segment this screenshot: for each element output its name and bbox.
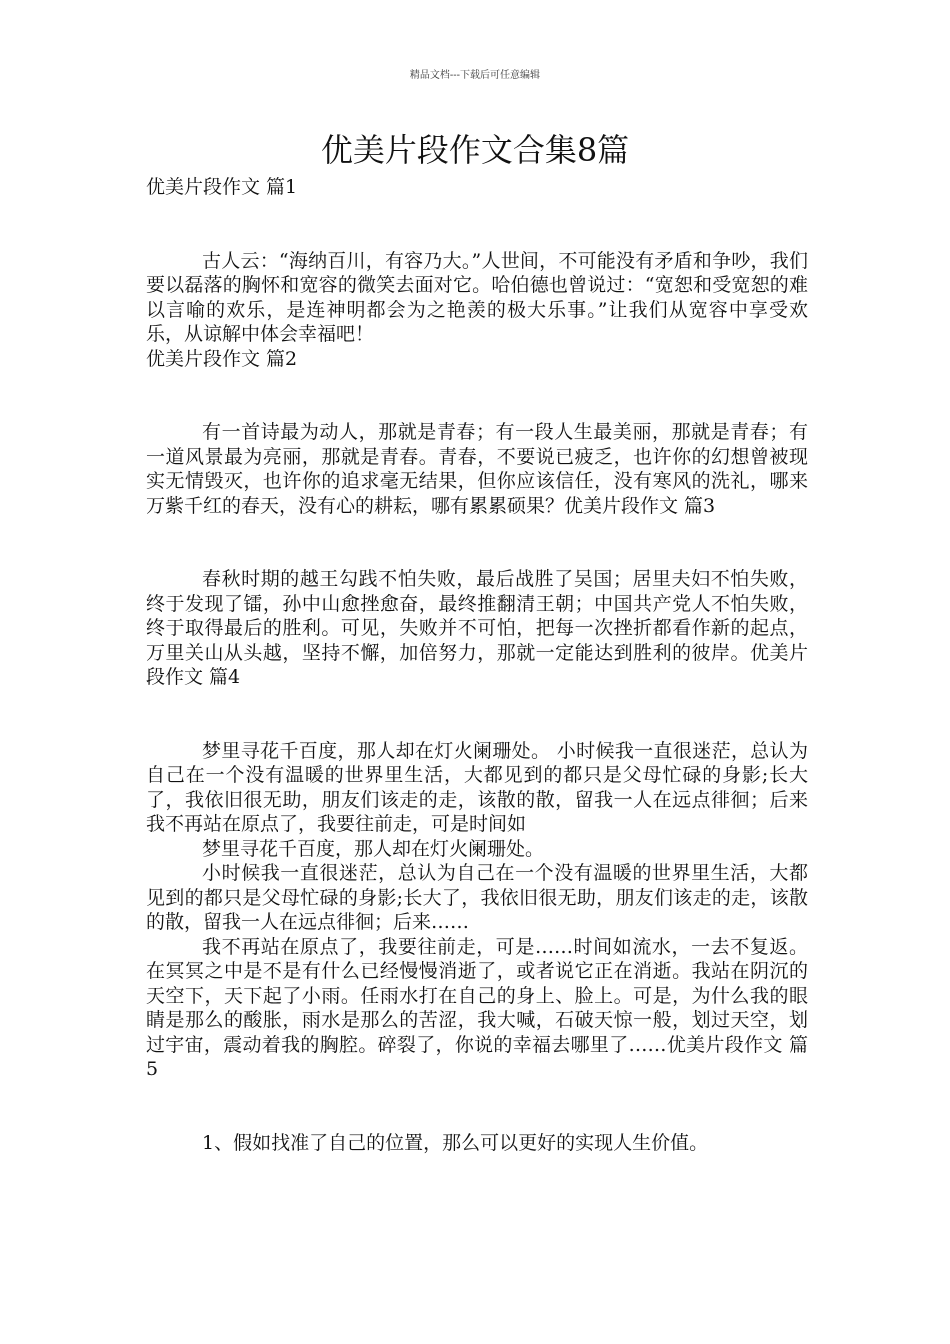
paragraph-3 — [146, 567, 808, 690]
document-body — [146, 175, 808, 1155]
section-heading-4: 优美片段作文 篇4 — [146, 641, 808, 688]
paragraph-1-text: 古人云：“海纳百川，有容乃大。”人世间，不可能没有矛盾和争吵，我们要以磊落的胸怀和宽容的微笑去面对它。哈伯德也曾说过：“宽恕和受宽恕的难以言喻的欢乐，是连神明都会为之艳羡的极大乐事。”让我们从宽容中享受欢乐，从谅解中体会幸福吧！ — [146, 249, 808, 345]
paragraph-4a: 梦里寻花千百度，那人却在灯火阑珊处。 小时候我一直很迷茫，总认为自己在一个没有温暖的世界里生活，大都见到的都只是父母忙碌的身影;长大了，我依旧很无助，朋友们该走的走，该散的散，留我一人在远点徘徊；后来 我不再站在原点了，我要往前走，可是时间如 — [146, 739, 808, 835]
paragraph-4b: 梦里寻花千百度，那人却在灯火阑珊处。 — [202, 837, 545, 860]
section-heading-3: 优美片段作文 篇3 — [564, 494, 716, 517]
paragraph-3-text: 春秋时期的越王勾践不怕失败，最后战胜了吴国；居里夫妇不怕失败，终于发现了镭，孙中山愈挫愈奋，最终推翻清王朝；中国共产党人不怕失败，终于取得最后的胜利。可见，失败并不可怕，把每一次挫折都看作新的起点，万里关山从头越，坚持不懈，加倍努力，那就一定能达到胜利的彼岸。 — [146, 568, 808, 664]
spacer — [146, 1082, 808, 1131]
paragraph-4d-text: 我不再站在原点了，我要往前走，可是……时间如流水，一去不复返。在冥冥之中是不是有什么已经慢慢消逝了，或者说它正在消逝。我站在阴沉的天空下，天下起了小雨。任雨水打在自己的身上、脸上。可是，为什么我的眼睛是那么的酸胀，雨水是那么的苦涩，我大喊，石破天惊一般，划过天空，划过宇宙，震动着我的胸腔。碎裂了，你说的幸福去哪里了…… — [146, 935, 808, 1056]
section-heading-1: 优美片段作文 篇1 — [146, 176, 298, 198]
spacer — [146, 518, 808, 567]
section-heading-2: 优美片段作文 篇2 — [146, 347, 298, 370]
paragraph-4d — [146, 935, 808, 1082]
paragraph-4c: 小时候我一直很迷茫，总认为自己在一个没有温暖的世界里生活，大都见到的都只是父母忙碌的身影;长大了，我依旧很无助，朋友们该走的走，该散的散，留我一人在远点徘徊；后来…… — [146, 862, 808, 933]
page-title: 优美片段作文合集8篇 — [320, 131, 630, 169]
paragraph-2-text: 有一首诗最为动人，那就是青春；有一段人生最美丽，那就是青春；有一道风景最为亮丽，那就是青春。青春，不要说已疲乏，也许你的幻想曾被现实无情毁灭，也许你的追求毫无结果，但你应该信任，没有寒风的洗礼，哪来万紫千红的春天，没有心的耕耘，哪有累累硕果？ — [146, 421, 808, 517]
paragraph-2 — [146, 420, 808, 518]
paragraph-1 — [146, 249, 808, 372]
header-note: 精品文档---下载后可任意编辑 — [409, 70, 541, 81]
spacer — [146, 690, 808, 739]
paragraph-5: 1、假如找准了自己的位置，那么可以更好的实现人生价值。 — [202, 1131, 709, 1154]
spacer — [146, 371, 808, 420]
spacer — [146, 200, 808, 249]
section-heading-5: 优美片段作文 篇5 — [146, 1033, 808, 1080]
